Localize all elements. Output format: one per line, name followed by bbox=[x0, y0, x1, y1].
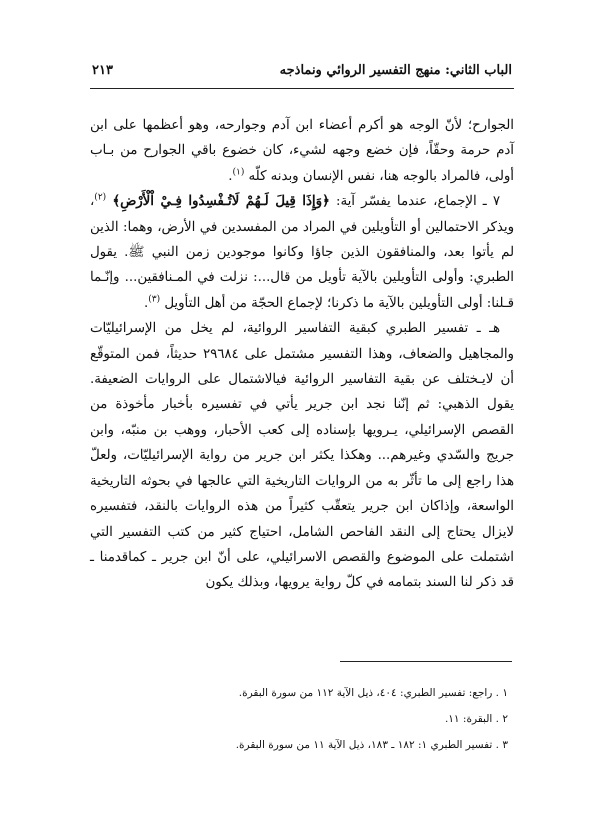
header-rule bbox=[90, 88, 514, 89]
running-header bbox=[92, 58, 512, 82]
footnote-3: ٣ . تفسير الطبري ١: ١٨٢ ـ ١٨٣، ذيل الآية ١١ من سورة البقرة. bbox=[235, 739, 508, 751]
chapter-title: الباب الثاني: منهج التفسير الروائي ونماذجه bbox=[279, 62, 512, 78]
paragraph-2-end: . bbox=[144, 295, 149, 311]
paragraph-3: هـ ـ تفسير الطبري كبقية التفاسير الروائية، لم يخل من الإسرائيليّات والمجاهيل والضعاف، وهذا التفسير مشتمل على ٢٩٦٨٤ حديثاً، فمن المتوقّع أن لايـختلف عن بقية التفاسير الروائية فيالاشتمال على الروايات الضعيفة. يقول الذهبي: ثم إنّنا نجد ابن جرير يأتي في تفسيره بأخبار مأخوذة من القصص الإسرائيلي، يـرويها بإسناده إلى كعب الأحبار، ووهب بن منبّه، وابن جريج والسّدي وغيرهم... وهكذا يكثر ابن جرير من رواية الإسرائيليّات، ولعلّ هذا راجع إلى ما تأثّر به من الروايات التاريخية التي عالجها في بحوثه التاريخية الواسعة، وإذاكان ابن جرير يتعقّب كثيراً من هذه الروايات بالنقد، فتفسيره لايزال يحتاج إلى النقد الفاحص الشامل، احتياج كثير من كتب التفسير التي اشتملت على الموضوع والقصص الاسرائيلي، على أنّ ابن جرير ـ كماقدمنا ـ قد ذكر لنا السند بتمامه في كلّ رواية يرويها، وبذلك يكون bbox=[90, 321, 514, 591]
paragraph-1-end: . bbox=[228, 168, 233, 184]
quran-verse: ﴿وَإِذَا قِيلَ لَـهُمْ لَاتُـفْسِدُوا فِـيْ اْلْأَرْضِ﴾ bbox=[112, 194, 330, 210]
paragraph-2-lead: ٧ ـ الإجماع، عندما يفسّر آية: bbox=[329, 194, 501, 210]
footnote-ref-2: (٢) bbox=[94, 192, 107, 203]
footnote-ref-3: (٣) bbox=[148, 294, 161, 305]
footnotes bbox=[90, 680, 508, 758]
page-number: ٢١٣ bbox=[92, 62, 113, 78]
footnote-rule bbox=[340, 661, 512, 662]
paragraph-1-text: الجوارح؛ لأنّ الوجه هو أكرم أعضاء ابن آدم وجوارحه، وهو أعظمها على ابن آدم حرمة وحقّاً، فإن خضع وجهه لشيء، كان خضوع باقي الجوارح من بـاب أولى، فالمراد بالوجه هنا، نفس الإنسان وبدنه كلّه bbox=[90, 118, 514, 184]
footnote-1: ١ . راجع: تفسير الطبري: ٤٠٤، ذيل الآية ١١٢ من سورة البقرة. bbox=[238, 687, 508, 699]
main-text bbox=[90, 113, 514, 596]
paragraph-1 bbox=[90, 113, 514, 189]
footnote-2: ٢ . البقرة: ١١. bbox=[444, 713, 508, 725]
footnote-ref-1: (١) bbox=[232, 167, 245, 178]
paragraph-2 bbox=[90, 189, 514, 316]
paragraph-2-text: ، ويذكر الاحتمالين أو التأويلين في المراد من المفسدين في الأرض، وهما: الذين لم يأتوا بعد، والمنافقون الذين جاؤا وكانوا موجودين زمن النبي ﷺ. يقول الطبري: وأولى التأويلين بالآية تأويل من قال...: نزلت في المـنافقين... وإنّـما قـلنا: أولى التأويلين بالآية ما ذكرنا؛ لإجماع الحجّة من أهل التأويل bbox=[90, 194, 514, 311]
